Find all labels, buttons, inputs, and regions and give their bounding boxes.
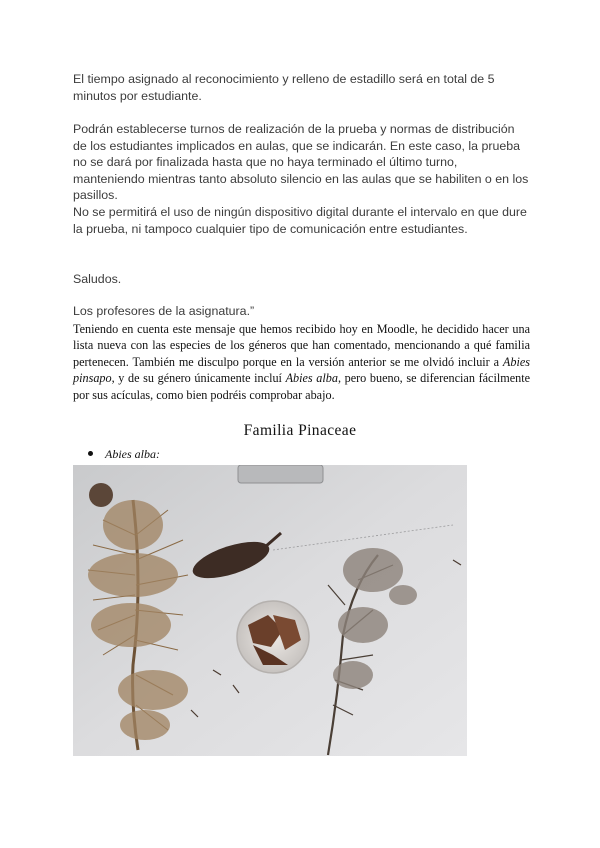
section-title: Familia Pinaceae <box>243 422 357 439</box>
note-text-2: , y de su género únicamente incluí <box>111 371 286 386</box>
bullet-label: Abies alba: <box>105 447 160 461</box>
species-name-alba: Abies alba <box>285 371 338 386</box>
specimen-photo-illustration <box>73 465 467 756</box>
specimen-photo <box>73 465 467 756</box>
paragraph-turns: Podrán establecerse turnos de realización de la prueba y normas de distribución de los estudiantes implicados en aulas, que se indicarán. En este caso, la prueba no se dará por finalizada hasta que no haya terminado el último turno, manteniendo mientras tanto absoluto silencio en las aulas que se habiliten o en los pasillos. <box>73 122 529 203</box>
signature: Los profesores de la asignatura.” <box>73 304 255 318</box>
bullet-item-abies-alba <box>88 447 160 462</box>
bullet-icon <box>88 451 93 456</box>
note-text-1: Teniendo en cuenta este mensaje que hemos recibido hoy en Moodle, he decidido hacer una lista nueva con las especies de los géneros que han comentado, mencionando a qué familia pertenecen. También me disculpo porque en la versión anterior se me olvidó incluir a <box>73 322 530 369</box>
species-name-pinsapo: Abies pinsapo <box>73 354 530 386</box>
paragraph-time: El tiempo asignado al reconocimiento y relleno de estadillo será en total de 5 minutos por estudiante. <box>73 72 495 103</box>
paragraph-devices: No se permitirá el uso de ningún dispositivo digital durante el intervalo en que dure la prueba, ni tampoco cualquier tipo de comunicación entre estudiantes. <box>73 205 527 236</box>
greeting: Saludos. <box>73 272 122 286</box>
author-note <box>73 321 530 403</box>
note-text-3: , pero bueno, se diferencian fácilmente por sus acículas, como bien podréis comprobar abajo. <box>73 371 530 402</box>
